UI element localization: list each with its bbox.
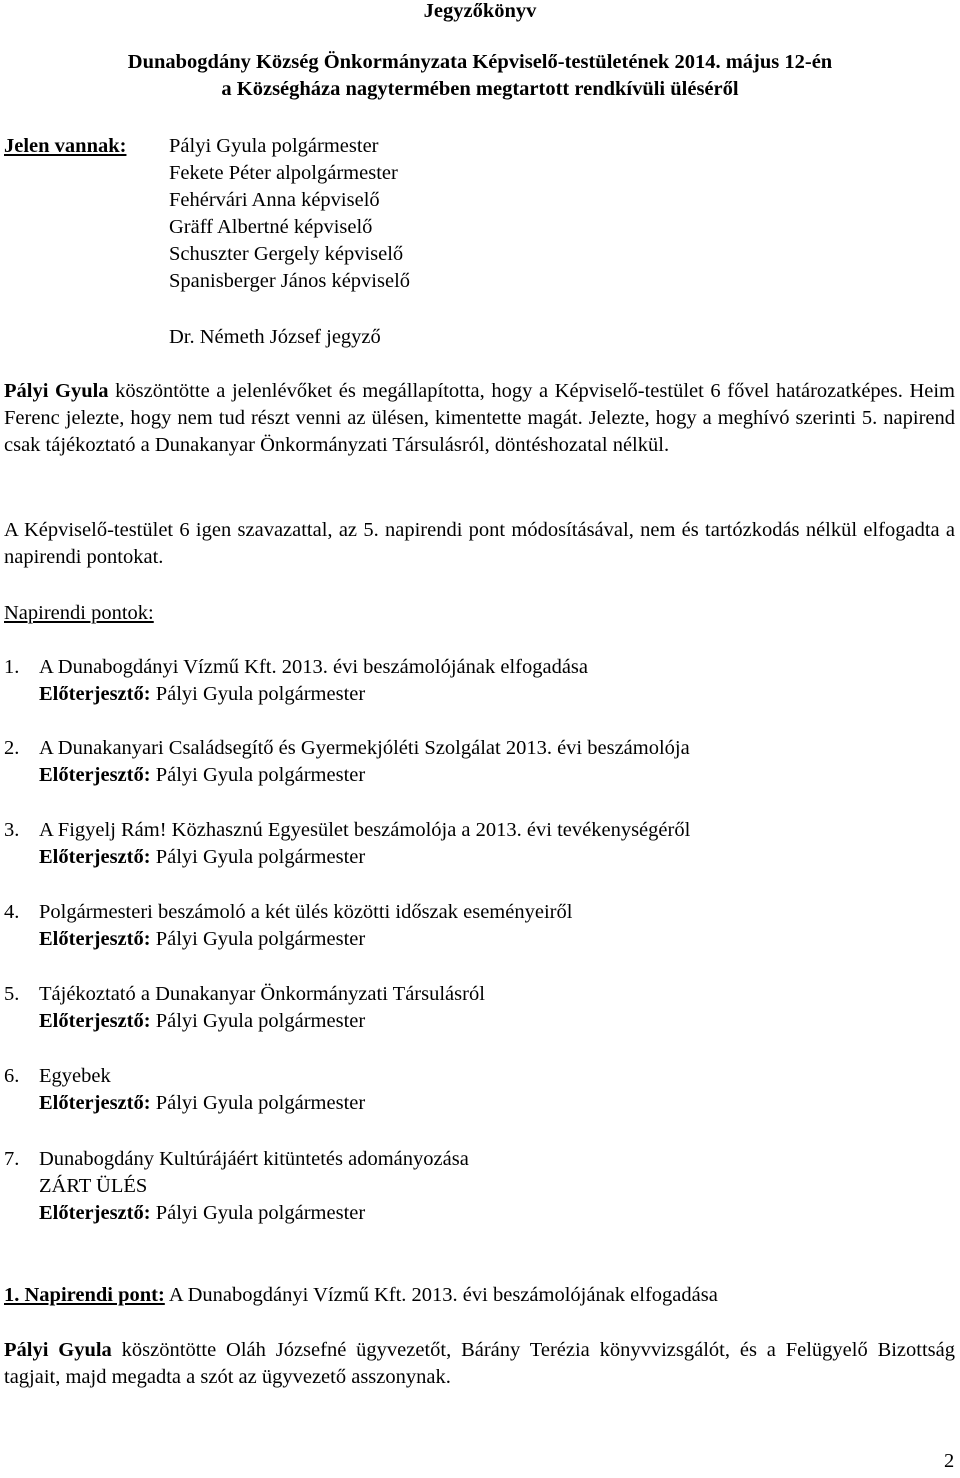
agenda-item-number: 5. <box>4 983 20 1005</box>
opening-paragraph <box>4 378 955 459</box>
agenda-item-title: A Dunabogdányi Vízmű Kft. 2013. évi beszámolójának elfogadása <box>39 656 588 678</box>
opening-text: köszöntötte a jelenlévőket és megállapította, hogy a Képviselő-testület 6 fővel határozatképes. Heim Ferenc jelezte, hogy nem tud részt venni az ülésen, kimentette magát. Jelezte, hogy a meghívó szerinti 5. napirend csak tájékoztató a Dunakanyar Önkormányzati Társulásról, döntéshozatal nélkül. <box>4 380 955 456</box>
attendee: Spanisberger János képviselő <box>169 270 411 292</box>
speaker-name: Pályi Gyula <box>4 380 109 402</box>
agenda-item-presenter: Előterjesztő: Pályi Gyula polgármester <box>39 764 366 786</box>
agenda-item-title: Dunabogdány Kultúrájáért kitüntetés adományozása <box>39 1148 469 1170</box>
agenda-item-presenter: Előterjesztő: Pályi Gyula polgármester <box>39 1010 366 1032</box>
agenda-item-title: A Dunakanyari Családsegítő és Gyermekjóléti Szolgálat 2013. évi beszámolója <box>39 737 690 759</box>
attendee: Schuszter Gergely képviselő <box>169 243 404 265</box>
document-subtitle-line-2: a Községháza nagytermében megtartott rendkívüli üléséről <box>221 78 739 100</box>
agenda-item-number: 7. <box>4 1148 20 1170</box>
attendees-label: Jelen vannak: <box>4 135 127 157</box>
agenda-item-presenter: Előterjesztő: Pályi Gyula polgármester <box>39 928 366 950</box>
agenda-item-presenter: Előterjesztő: Pályi Gyula polgármester <box>39 1202 366 1224</box>
section-1-text: köszöntötte Oláh Józsefné ügyvezetőt, Bárány Terézia könyvvizsgálót, és a Felügyelő Bizottság tagjait, majd megadta a szót az ügyvezető asszonynak. <box>4 1339 956 1388</box>
agenda-item-title: Egyebek <box>39 1065 111 1087</box>
agenda-item-number: 3. <box>4 819 20 841</box>
notary: Dr. Németh József jegyző <box>169 326 381 348</box>
document-subtitle-line-1: Dunabogdány Község Önkormányzata Képviselő-testületének 2014. május 12-én <box>127 51 833 73</box>
page-number: 2 <box>944 1450 955 1472</box>
attendee: Fehérvári Anna képviselő <box>169 189 380 211</box>
attendee: Gräff Albertné képviselő <box>169 216 373 238</box>
agenda-item-number: 6. <box>4 1065 20 1087</box>
agenda-item-number: 2. <box>4 737 20 759</box>
agenda-heading: Napirendi pontok: <box>4 602 154 624</box>
document-title: Jegyzőkönyv <box>423 0 537 22</box>
agenda-item-title: A Figyelj Rám! Közhasznú Egyesület beszámolója a 2013. évi tevékenységéről <box>39 819 691 841</box>
agenda-item-number: 1. <box>4 656 20 678</box>
agenda-item-presenter: Előterjesztő: Pályi Gyula polgármester <box>39 1092 366 1114</box>
closed-session-note: ZÁRT ÜLÉS <box>39 1175 148 1197</box>
agenda-item-presenter: Előterjesztő: Pályi Gyula polgármester <box>39 683 366 705</box>
agenda-item-title: Tájékoztató a Dunakanyar Önkormányzati Társulásról <box>39 983 485 1005</box>
agenda-item-title: Polgármesteri beszámoló a két ülés közötti időszak eseményeiről <box>39 901 573 923</box>
section-1-paragraph <box>4 1337 955 1391</box>
decision-paragraph: A Képviselő-testület 6 igen szavazattal, az 5. napirendi pont módosításával, nem és tartózkodás nélkül elfogadta a napirendi pontokat. <box>4 519 955 568</box>
attendee: Fekete Péter alpolgármester <box>169 162 398 184</box>
attendee: Pályi Gyula polgármester <box>169 135 379 157</box>
section-1-heading: 1. Napirendi pont: A Dunabogdányi Vízmű Kft. 2013. évi beszámolójának elfogadása <box>4 1284 718 1306</box>
agenda-item-number: 4. <box>4 901 20 923</box>
agenda-item-presenter: Előterjesztő: Pályi Gyula polgármester <box>39 846 366 868</box>
speaker-name: Pályi Gyula <box>4 1339 112 1361</box>
